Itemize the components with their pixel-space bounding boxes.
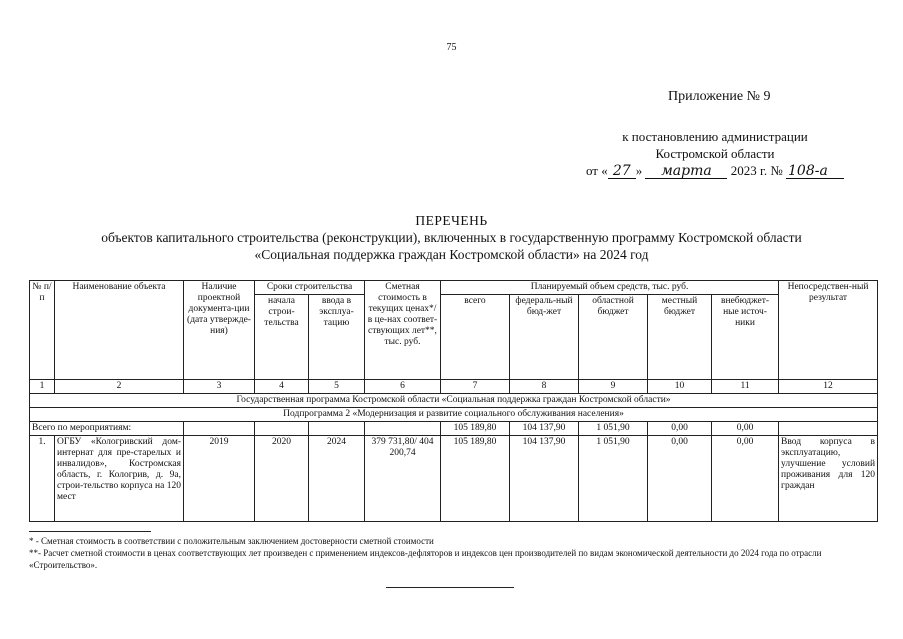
total-local: 0,00 xyxy=(648,422,712,436)
header-total: всего xyxy=(441,295,510,380)
footnote-1: * - Сметная стоимость в соответствии с положительным заключением достоверности сметной стоимости xyxy=(29,536,434,546)
col-number: 7 xyxy=(441,380,510,394)
title-line-1: ПЕРЕЧЕНЬ xyxy=(415,213,488,228)
subprogram-row xyxy=(30,408,878,422)
total-regional: 1 051,90 xyxy=(579,422,648,436)
decree-quote-close: » xyxy=(635,163,643,178)
decree-block xyxy=(560,128,870,179)
col-number: 8 xyxy=(510,380,579,394)
col-number: 11 xyxy=(712,380,779,394)
header-planned: Планируемый объем средств, тыс. руб. xyxy=(441,281,779,295)
program-row xyxy=(30,394,878,408)
header-result: Непосредствен-ный результат xyxy=(779,281,878,380)
total-offbudget: 0,00 xyxy=(712,422,779,436)
row-total: 105 189,80 xyxy=(441,436,510,522)
col-number: 10 xyxy=(648,380,712,394)
row-object-name: ОГБУ «Кологривский дом-интернат для пре-старелых и инвалидов», Костромская область, г. Кологрив, д. 9а, строи-тельство корпуса на 120 мест xyxy=(55,436,184,522)
title-line-2: объектов капитального строительства (реконструкции), включенных в государственную программу Костромской области xyxy=(101,230,802,245)
decree-line-2: Костромской области xyxy=(655,146,775,161)
footnote-2: **- Расчет сметной стоимости в ценах соответствующих лет произведен с применением индексов-дефляторов и индексов цен производителей по видам экономической деятельности до 2024 года по отрасли «Строительство». xyxy=(29,548,822,570)
row-start-year: 2020 xyxy=(255,436,309,522)
document-title xyxy=(0,212,903,263)
col-number: 12 xyxy=(779,380,878,394)
col-number: 4 xyxy=(255,380,309,394)
decree-from: от « xyxy=(585,163,608,178)
row-docs-date: 2019 xyxy=(184,436,255,522)
total-federal: 104 137,90 xyxy=(510,422,579,436)
row-result: Ввод корпуса в эксплуатацию, улучшение условий проживания для 120 граждан xyxy=(779,436,878,522)
end-divider xyxy=(386,587,514,588)
page-number: 75 xyxy=(446,42,457,53)
empty-cell xyxy=(365,422,441,436)
col-number: 2 xyxy=(55,380,184,394)
header-federal: федераль-ный бюд-жет xyxy=(510,295,579,380)
header-cost: Сметная стоимость в текущих ценах*/в це-нах соответ-ствующих лет**, тыс. руб. xyxy=(365,281,441,380)
decree-day: 27 xyxy=(608,165,636,179)
title-line-3: «Социальная поддержка граждан Костромской области» на 2024 год xyxy=(254,247,649,262)
header-docs: Наличие проектной документа-ции (дата утвержде-ния) xyxy=(184,281,255,380)
header-local: местный бюджет xyxy=(648,295,712,380)
col-number: 6 xyxy=(365,380,441,394)
total-sum: 105 189,80 xyxy=(441,422,510,436)
footnote-divider xyxy=(29,531,151,532)
table-row xyxy=(30,436,878,522)
row-regional: 1 051,90 xyxy=(579,436,648,522)
empty-cell xyxy=(255,422,309,436)
objects-table xyxy=(29,280,878,522)
empty-cell xyxy=(309,422,365,436)
program-title: Государственная программа Костромской области «Социальная поддержка граждан Костромской области» xyxy=(30,394,878,408)
col-number: 5 xyxy=(309,380,365,394)
row-cost: 379 731,80/ 404 200,74 xyxy=(365,436,441,522)
row-commission-year: 2024 xyxy=(309,436,365,522)
row-num: 1. xyxy=(30,436,55,522)
column-number-row xyxy=(30,380,878,394)
decree-month: марта xyxy=(645,165,727,179)
total-label: Всего по мероприятиям: xyxy=(30,422,184,436)
footnotes xyxy=(29,535,879,571)
row-federal: 104 137,90 xyxy=(510,436,579,522)
total-row xyxy=(30,422,878,436)
decree-year: 2023 г. № xyxy=(730,163,783,178)
decree-line-3 xyxy=(560,162,870,179)
empty-cell xyxy=(184,422,255,436)
header-terms: Сроки строительства xyxy=(255,281,365,295)
row-offbudget: 0,00 xyxy=(712,436,779,522)
header-num: № п/п xyxy=(30,281,55,380)
appendix-label: Приложение № 9 xyxy=(668,89,771,104)
col-number: 1 xyxy=(30,380,55,394)
col-number: 9 xyxy=(579,380,648,394)
header-commission: ввода в эксплуа-тацию xyxy=(309,295,365,380)
header-start: начала строи-тельства xyxy=(255,295,309,380)
header-name: Наименование объекта xyxy=(55,281,184,380)
decree-number: 108-а xyxy=(786,165,844,179)
col-number: 3 xyxy=(184,380,255,394)
empty-cell xyxy=(779,422,878,436)
header-regional: областной бюджет xyxy=(579,295,648,380)
header-row-1 xyxy=(30,281,878,295)
decree-line-1: к постановлению администрации xyxy=(622,129,808,144)
row-local: 0,00 xyxy=(648,436,712,522)
subprogram-title: Подпрограмма 2 «Модернизация и развитие социального обслуживания населения» xyxy=(30,408,878,422)
header-offbudget: внебюджет-ные источ-ники xyxy=(712,295,779,380)
